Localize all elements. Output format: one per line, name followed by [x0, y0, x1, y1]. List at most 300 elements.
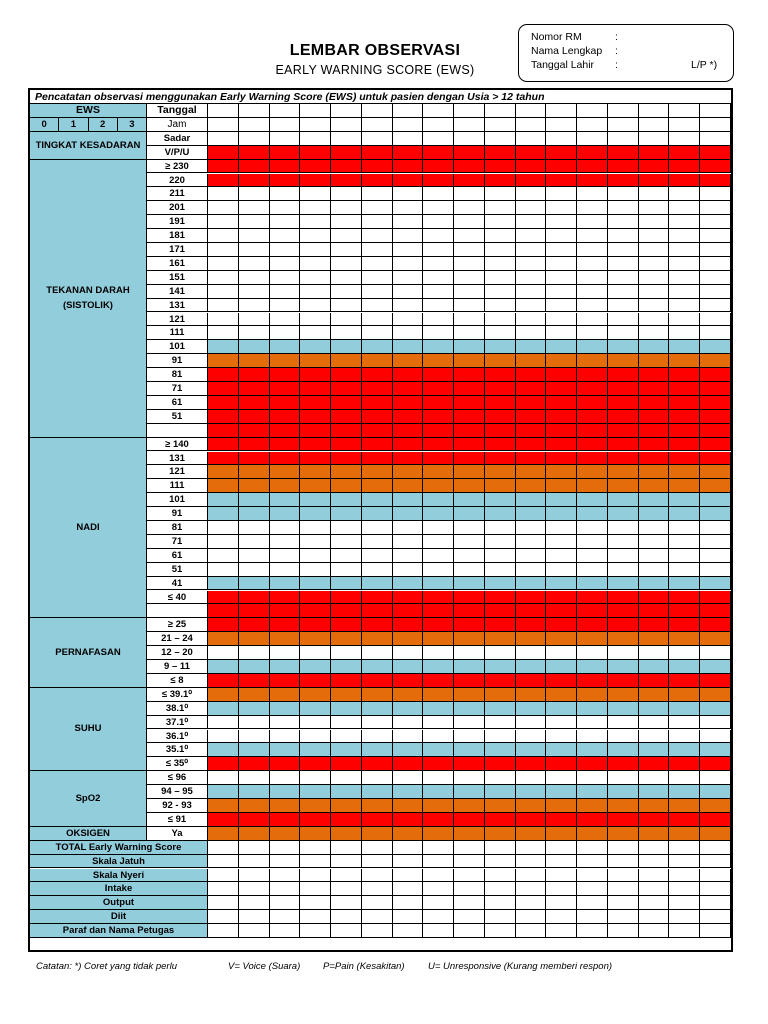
- score-cell[interactable]: [669, 313, 700, 327]
- score-cell[interactable]: [208, 257, 239, 271]
- score-cell[interactable]: [577, 493, 608, 507]
- score-cell[interactable]: [608, 493, 639, 507]
- score-cell[interactable]: [700, 813, 731, 827]
- score-cell[interactable]: [454, 424, 485, 438]
- score-cell[interactable]: [546, 410, 577, 424]
- footer-cell[interactable]: [546, 882, 577, 896]
- score-cell[interactable]: [669, 201, 700, 215]
- footer-cell[interactable]: [700, 896, 731, 910]
- score-cell[interactable]: [270, 313, 301, 327]
- score-cell[interactable]: [577, 410, 608, 424]
- score-cell[interactable]: [608, 479, 639, 493]
- score-cell[interactable]: [362, 368, 393, 382]
- score-cell[interactable]: [639, 743, 670, 757]
- score-cell[interactable]: [362, 646, 393, 660]
- score-cell[interactable]: [485, 299, 516, 313]
- score-cell[interactable]: [239, 271, 270, 285]
- score-cell[interactable]: [331, 785, 362, 799]
- footer-cell[interactable]: [270, 924, 301, 938]
- score-cell[interactable]: [208, 702, 239, 716]
- score-cell[interactable]: [639, 396, 670, 410]
- score-cell[interactable]: [393, 507, 424, 521]
- score-cell[interactable]: [700, 410, 731, 424]
- score-cell[interactable]: [454, 702, 485, 716]
- score-cell[interactable]: [423, 465, 454, 479]
- score-cell[interactable]: [485, 702, 516, 716]
- footer-cell[interactable]: [423, 882, 454, 896]
- score-cell[interactable]: [393, 535, 424, 549]
- score-cell[interactable]: [270, 507, 301, 521]
- score-cell[interactable]: [208, 438, 239, 452]
- score-cell[interactable]: [270, 743, 301, 757]
- score-cell[interactable]: [700, 577, 731, 591]
- score-cell[interactable]: [239, 368, 270, 382]
- score-cell[interactable]: [208, 646, 239, 660]
- score-cell[interactable]: [331, 688, 362, 702]
- score-cell[interactable]: [454, 271, 485, 285]
- score-cell[interactable]: [700, 326, 731, 340]
- score-cell[interactable]: [270, 243, 301, 257]
- score-cell[interactable]: [423, 632, 454, 646]
- score-cell[interactable]: [362, 174, 393, 188]
- score-cell[interactable]: [393, 563, 424, 577]
- score-cell[interactable]: [577, 813, 608, 827]
- score-cell[interactable]: [485, 285, 516, 299]
- score-cell[interactable]: [300, 771, 331, 785]
- score-cell[interactable]: [516, 604, 547, 618]
- score-cell[interactable]: [239, 174, 270, 188]
- score-cell[interactable]: [639, 368, 670, 382]
- score-cell[interactable]: [393, 187, 424, 201]
- score-cell[interactable]: [300, 326, 331, 340]
- score-cell[interactable]: [639, 688, 670, 702]
- score-cell[interactable]: [577, 757, 608, 771]
- footer-cell[interactable]: [239, 896, 270, 910]
- score-cell[interactable]: [516, 771, 547, 785]
- score-cell[interactable]: [546, 632, 577, 646]
- score-cell[interactable]: [423, 215, 454, 229]
- score-cell[interactable]: [239, 730, 270, 744]
- score-cell[interactable]: [669, 702, 700, 716]
- score-cell[interactable]: [208, 632, 239, 646]
- score-cell[interactable]: [208, 187, 239, 201]
- footer-cell[interactable]: [331, 882, 362, 896]
- score-cell[interactable]: [485, 799, 516, 813]
- footer-cell[interactable]: [270, 841, 301, 855]
- score-cell[interactable]: [516, 688, 547, 702]
- footer-cell[interactable]: [393, 896, 424, 910]
- score-cell[interactable]: [577, 632, 608, 646]
- score-cell[interactable]: [669, 813, 700, 827]
- score-cell[interactable]: [362, 452, 393, 466]
- score-cell[interactable]: [516, 813, 547, 827]
- score-cell[interactable]: [639, 243, 670, 257]
- score-cell[interactable]: [669, 757, 700, 771]
- footer-cell[interactable]: [362, 855, 393, 869]
- score-cell[interactable]: [700, 688, 731, 702]
- score-cell[interactable]: [639, 535, 670, 549]
- score-cell[interactable]: [485, 507, 516, 521]
- score-cell[interactable]: [516, 243, 547, 257]
- score-cell[interactable]: [208, 716, 239, 730]
- score-cell[interactable]: [608, 132, 639, 146]
- score-cell[interactable]: [239, 591, 270, 605]
- score-cell[interactable]: [239, 785, 270, 799]
- footer-cell[interactable]: [208, 924, 239, 938]
- jam-cell[interactable]: [577, 118, 608, 132]
- score-cell[interactable]: [516, 257, 547, 271]
- score-cell[interactable]: [485, 743, 516, 757]
- footer-cell[interactable]: [639, 896, 670, 910]
- score-cell[interactable]: [516, 507, 547, 521]
- score-cell[interactable]: [639, 201, 670, 215]
- score-cell[interactable]: [546, 132, 577, 146]
- score-cell[interactable]: [700, 730, 731, 744]
- score-cell[interactable]: [208, 201, 239, 215]
- score-cell[interactable]: [239, 132, 270, 146]
- score-cell[interactable]: [700, 368, 731, 382]
- score-cell[interactable]: [485, 229, 516, 243]
- score-cell[interactable]: [608, 646, 639, 660]
- score-cell[interactable]: [393, 591, 424, 605]
- score-cell[interactable]: [208, 493, 239, 507]
- score-cell[interactable]: [423, 577, 454, 591]
- score-cell[interactable]: [669, 368, 700, 382]
- score-cell[interactable]: [239, 187, 270, 201]
- score-cell[interactable]: [362, 813, 393, 827]
- score-cell[interactable]: [270, 813, 301, 827]
- score-cell[interactable]: [577, 257, 608, 271]
- score-cell[interactable]: [669, 674, 700, 688]
- score-cell[interactable]: [577, 326, 608, 340]
- score-cell[interactable]: [300, 618, 331, 632]
- score-cell[interactable]: [300, 438, 331, 452]
- score-cell[interactable]: [485, 243, 516, 257]
- score-cell[interactable]: [546, 521, 577, 535]
- score-cell[interactable]: [608, 743, 639, 757]
- score-cell[interactable]: [331, 174, 362, 188]
- tanggal-cell[interactable]: [454, 104, 485, 118]
- score-cell[interactable]: [454, 368, 485, 382]
- score-cell[interactable]: [485, 813, 516, 827]
- score-cell[interactable]: [423, 535, 454, 549]
- score-cell[interactable]: [331, 326, 362, 340]
- score-cell[interactable]: [608, 688, 639, 702]
- score-cell[interactable]: [639, 827, 670, 841]
- score-cell[interactable]: [300, 132, 331, 146]
- tanggal-cell[interactable]: [393, 104, 424, 118]
- score-cell[interactable]: [577, 730, 608, 744]
- score-cell[interactable]: [393, 340, 424, 354]
- score-cell[interactable]: [454, 716, 485, 730]
- footer-cell[interactable]: [331, 869, 362, 883]
- score-cell[interactable]: [300, 313, 331, 327]
- score-cell[interactable]: [608, 201, 639, 215]
- score-cell[interactable]: [208, 743, 239, 757]
- score-cell[interactable]: [546, 660, 577, 674]
- score-cell[interactable]: [239, 201, 270, 215]
- score-cell[interactable]: [608, 396, 639, 410]
- score-cell[interactable]: [608, 521, 639, 535]
- score-cell[interactable]: [700, 340, 731, 354]
- score-cell[interactable]: [423, 479, 454, 493]
- score-cell[interactable]: [700, 660, 731, 674]
- score-cell[interactable]: [239, 396, 270, 410]
- score-cell[interactable]: [300, 382, 331, 396]
- score-cell[interactable]: [362, 549, 393, 563]
- score-cell[interactable]: [608, 187, 639, 201]
- footer-cell[interactable]: [362, 910, 393, 924]
- score-cell[interactable]: [516, 521, 547, 535]
- score-cell[interactable]: [454, 340, 485, 354]
- score-cell[interactable]: [239, 660, 270, 674]
- score-cell[interactable]: [423, 229, 454, 243]
- score-cell[interactable]: [700, 187, 731, 201]
- score-cell[interactable]: [239, 354, 270, 368]
- score-cell[interactable]: [516, 618, 547, 632]
- score-cell[interactable]: [454, 215, 485, 229]
- score-cell[interactable]: [546, 591, 577, 605]
- score-cell[interactable]: [362, 632, 393, 646]
- score-cell[interactable]: [700, 215, 731, 229]
- score-cell[interactable]: [208, 674, 239, 688]
- score-cell[interactable]: [454, 493, 485, 507]
- score-cell[interactable]: [639, 313, 670, 327]
- score-cell[interactable]: [700, 493, 731, 507]
- jam-cell[interactable]: [270, 118, 301, 132]
- score-cell[interactable]: [577, 535, 608, 549]
- score-cell[interactable]: [362, 577, 393, 591]
- score-cell[interactable]: [454, 813, 485, 827]
- score-cell[interactable]: [362, 604, 393, 618]
- score-cell[interactable]: [270, 604, 301, 618]
- footer-cell[interactable]: [669, 841, 700, 855]
- score-cell[interactable]: [639, 632, 670, 646]
- footer-cell[interactable]: [577, 855, 608, 869]
- score-cell[interactable]: [300, 674, 331, 688]
- score-cell[interactable]: [300, 702, 331, 716]
- footer-cell[interactable]: [239, 855, 270, 869]
- score-cell[interactable]: [608, 146, 639, 160]
- score-cell[interactable]: [546, 382, 577, 396]
- score-cell[interactable]: [300, 396, 331, 410]
- footer-cell[interactable]: [608, 882, 639, 896]
- score-cell[interactable]: [608, 438, 639, 452]
- score-cell[interactable]: [331, 757, 362, 771]
- score-cell[interactable]: [362, 313, 393, 327]
- score-cell[interactable]: [577, 591, 608, 605]
- score-cell[interactable]: [331, 132, 362, 146]
- score-cell[interactable]: [454, 646, 485, 660]
- score-cell[interactable]: [608, 326, 639, 340]
- score-cell[interactable]: [516, 368, 547, 382]
- score-cell[interactable]: [362, 215, 393, 229]
- score-cell[interactable]: [331, 368, 362, 382]
- score-cell[interactable]: [331, 660, 362, 674]
- score-cell[interactable]: [270, 771, 301, 785]
- score-cell[interactable]: [608, 174, 639, 188]
- score-cell[interactable]: [331, 535, 362, 549]
- score-cell[interactable]: [669, 271, 700, 285]
- score-cell[interactable]: [577, 396, 608, 410]
- score-cell[interactable]: [577, 243, 608, 257]
- score-cell[interactable]: [331, 771, 362, 785]
- score-cell[interactable]: [331, 493, 362, 507]
- footer-cell[interactable]: [454, 924, 485, 938]
- score-cell[interactable]: [577, 771, 608, 785]
- score-cell[interactable]: [669, 410, 700, 424]
- score-cell[interactable]: [639, 591, 670, 605]
- score-cell[interactable]: [270, 160, 301, 174]
- score-cell[interactable]: [608, 313, 639, 327]
- score-cell[interactable]: [577, 577, 608, 591]
- score-cell[interactable]: [485, 271, 516, 285]
- score-cell[interactable]: [700, 743, 731, 757]
- score-cell[interactable]: [362, 493, 393, 507]
- score-cell[interactable]: [331, 730, 362, 744]
- score-cell[interactable]: [270, 215, 301, 229]
- score-cell[interactable]: [577, 465, 608, 479]
- score-cell[interactable]: [700, 285, 731, 299]
- tanggal-cell[interactable]: [700, 104, 731, 118]
- footer-cell[interactable]: [608, 910, 639, 924]
- score-cell[interactable]: [577, 424, 608, 438]
- score-cell[interactable]: [423, 452, 454, 466]
- score-cell[interactable]: [362, 716, 393, 730]
- score-cell[interactable]: [516, 785, 547, 799]
- score-cell[interactable]: [239, 507, 270, 521]
- score-cell[interactable]: [239, 243, 270, 257]
- score-cell[interactable]: [300, 146, 331, 160]
- score-cell[interactable]: [393, 160, 424, 174]
- score-cell[interactable]: [608, 785, 639, 799]
- footer-cell[interactable]: [608, 841, 639, 855]
- score-cell[interactable]: [639, 326, 670, 340]
- score-cell[interactable]: [669, 632, 700, 646]
- score-cell[interactable]: [362, 285, 393, 299]
- score-cell[interactable]: [270, 646, 301, 660]
- score-cell[interactable]: [270, 438, 301, 452]
- footer-cell[interactable]: [577, 896, 608, 910]
- score-cell[interactable]: [485, 465, 516, 479]
- score-cell[interactable]: [700, 521, 731, 535]
- score-cell[interactable]: [700, 604, 731, 618]
- score-cell[interactable]: [577, 618, 608, 632]
- score-cell[interactable]: [300, 827, 331, 841]
- score-cell[interactable]: [331, 354, 362, 368]
- score-cell[interactable]: [423, 521, 454, 535]
- score-cell[interactable]: [331, 521, 362, 535]
- score-cell[interactable]: [393, 410, 424, 424]
- score-cell[interactable]: [485, 563, 516, 577]
- tanggal-cell[interactable]: [300, 104, 331, 118]
- score-cell[interactable]: [639, 674, 670, 688]
- score-cell[interactable]: [331, 716, 362, 730]
- footer-cell[interactable]: [546, 910, 577, 924]
- score-cell[interactable]: [423, 424, 454, 438]
- score-cell[interactable]: [362, 132, 393, 146]
- score-cell[interactable]: [700, 299, 731, 313]
- footer-cell[interactable]: [639, 882, 670, 896]
- score-cell[interactable]: [546, 215, 577, 229]
- footer-cell[interactable]: [362, 924, 393, 938]
- score-cell[interactable]: [577, 368, 608, 382]
- score-cell[interactable]: [454, 396, 485, 410]
- score-cell[interactable]: [362, 674, 393, 688]
- score-cell[interactable]: [300, 646, 331, 660]
- score-cell[interactable]: [423, 146, 454, 160]
- score-cell[interactable]: [454, 618, 485, 632]
- score-cell[interactable]: [208, 340, 239, 354]
- score-cell[interactable]: [485, 785, 516, 799]
- score-cell[interactable]: [546, 438, 577, 452]
- score-cell[interactable]: [270, 368, 301, 382]
- score-cell[interactable]: [239, 702, 270, 716]
- score-cell[interactable]: [669, 771, 700, 785]
- score-cell[interactable]: [577, 743, 608, 757]
- score-cell[interactable]: [393, 229, 424, 243]
- score-cell[interactable]: [393, 799, 424, 813]
- score-cell[interactable]: [208, 604, 239, 618]
- footer-cell[interactable]: [546, 855, 577, 869]
- score-cell[interactable]: [516, 702, 547, 716]
- score-cell[interactable]: [239, 215, 270, 229]
- footer-cell[interactable]: [454, 855, 485, 869]
- score-cell[interactable]: [608, 757, 639, 771]
- score-cell[interactable]: [423, 591, 454, 605]
- score-cell[interactable]: [208, 799, 239, 813]
- footer-cell[interactable]: [485, 896, 516, 910]
- score-cell[interactable]: [331, 507, 362, 521]
- score-cell[interactable]: [239, 160, 270, 174]
- jam-cell[interactable]: [669, 118, 700, 132]
- score-cell[interactable]: [639, 452, 670, 466]
- score-cell[interactable]: [546, 730, 577, 744]
- score-cell[interactable]: [639, 702, 670, 716]
- score-cell[interactable]: [669, 452, 700, 466]
- score-cell[interactable]: [208, 827, 239, 841]
- footer-cell[interactable]: [546, 841, 577, 855]
- score-cell[interactable]: [239, 424, 270, 438]
- score-cell[interactable]: [669, 326, 700, 340]
- footer-cell[interactable]: [639, 841, 670, 855]
- footer-cell[interactable]: [577, 869, 608, 883]
- score-cell[interactable]: [577, 132, 608, 146]
- score-cell[interactable]: [546, 549, 577, 563]
- score-cell[interactable]: [639, 521, 670, 535]
- score-cell[interactable]: [639, 229, 670, 243]
- score-cell[interactable]: [239, 479, 270, 493]
- score-cell[interactable]: [454, 326, 485, 340]
- score-cell[interactable]: [331, 452, 362, 466]
- footer-cell[interactable]: [485, 841, 516, 855]
- footer-cell[interactable]: [208, 896, 239, 910]
- score-cell[interactable]: [485, 771, 516, 785]
- footer-cell[interactable]: [454, 841, 485, 855]
- score-cell[interactable]: [485, 410, 516, 424]
- score-cell[interactable]: [239, 465, 270, 479]
- score-cell[interactable]: [331, 271, 362, 285]
- score-cell[interactable]: [270, 285, 301, 299]
- footer-cell[interactable]: [546, 869, 577, 883]
- score-cell[interactable]: [331, 604, 362, 618]
- score-cell[interactable]: [700, 535, 731, 549]
- score-cell[interactable]: [485, 313, 516, 327]
- score-cell[interactable]: [454, 313, 485, 327]
- footer-cell[interactable]: [208, 910, 239, 924]
- score-cell[interactable]: [270, 757, 301, 771]
- score-cell[interactable]: [577, 827, 608, 841]
